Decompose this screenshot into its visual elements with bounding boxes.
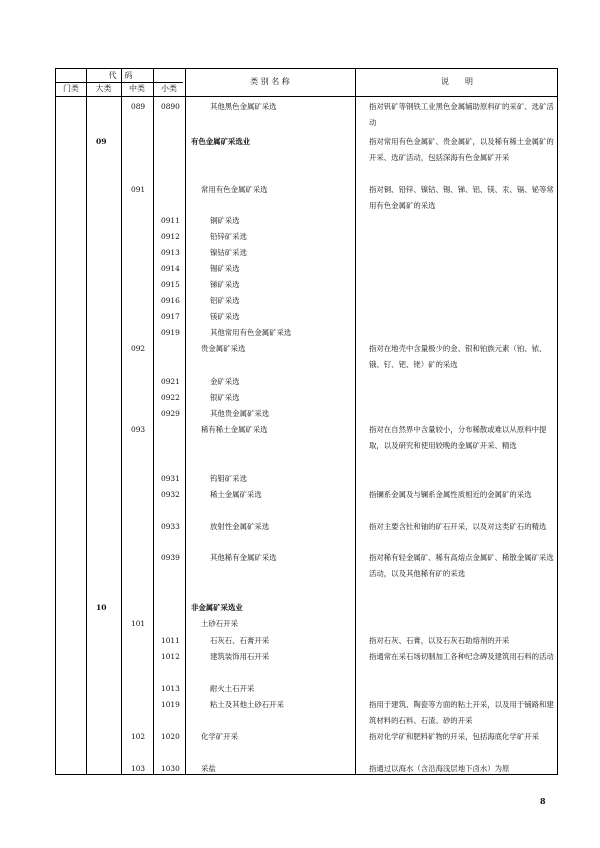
category-name: 有色金属矿采选业 bbox=[191, 137, 251, 146]
category-description: 指对化学矿和肥料矿物的开采，包括海底化学矿开采 bbox=[369, 732, 539, 741]
header-code-group: 代 码 bbox=[108, 71, 133, 80]
code-xiaolei: 0914 bbox=[161, 264, 180, 273]
header-bottom-line bbox=[56, 96, 557, 97]
category-name: 稀有稀土金属矿采选 bbox=[201, 425, 268, 434]
code-zhonglei: 102 bbox=[131, 732, 146, 741]
category-name: 粘土及其他土砂石开采 bbox=[210, 700, 284, 709]
code-xiaolei: 0916 bbox=[161, 296, 180, 305]
category-name: 建筑装饰用石开采 bbox=[210, 652, 270, 661]
category-name: 其他稀有金属矿采选 bbox=[210, 553, 277, 562]
code-xiaolei: 0932 bbox=[161, 490, 180, 499]
category-name: 铅锌矿采选 bbox=[210, 232, 247, 241]
header-menlei: 门类 bbox=[63, 84, 79, 93]
header-dalei: 大类 bbox=[95, 84, 112, 93]
code-xiaolei: 0890 bbox=[161, 102, 180, 111]
code-xiaolei: 0933 bbox=[161, 522, 180, 531]
code-xiaolei: 0917 bbox=[161, 312, 180, 321]
col-divider bbox=[185, 69, 186, 774]
code-xiaolei: 0929 bbox=[161, 409, 180, 418]
category-name: 化学矿开采 bbox=[201, 732, 238, 741]
category-description: 指通常在采石场切制加工各种纪念碑及建筑用石料的活动 bbox=[369, 652, 554, 661]
category-name: 其他常用有色金属矿采选 bbox=[210, 328, 292, 337]
category-description: 指对主要含钍和铀的矿石开采，以及对这类矿石的精选 bbox=[369, 522, 547, 531]
category-name: 贵金属矿采选 bbox=[201, 344, 246, 353]
page-number: 8 bbox=[540, 796, 546, 806]
header-xiaolei: 小类 bbox=[161, 84, 177, 93]
code-xiaolei: 0913 bbox=[161, 248, 180, 257]
code-xiaolei: 0912 bbox=[161, 232, 180, 241]
category-description: 指用于建筑、陶瓷等方面的粘土开采，以及用于铺路和建筑材料的石料、石渣、砂的开采 bbox=[369, 700, 554, 725]
category-description: 指对钒矿等钢铁工业黑色金属辅助原料矿的采矿、选矿活动 bbox=[369, 102, 554, 127]
category-name: 金矿采选 bbox=[210, 377, 240, 386]
col-divider bbox=[121, 69, 122, 774]
category-description: 指通过以海水（含沿海浅层地下卤水）为原 bbox=[369, 764, 510, 773]
header-category-name: 类 别 名 称 bbox=[250, 77, 290, 86]
code-zhonglei: 092 bbox=[131, 344, 146, 353]
col-divider bbox=[86, 69, 87, 774]
code-xiaolei: 0911 bbox=[161, 216, 180, 225]
category-description: 指对石灰、石膏，以及石灰石助熔剂的开采 bbox=[369, 636, 510, 645]
category-name: 非金属矿采选业 bbox=[191, 603, 243, 612]
category-name: 稀土金属矿采选 bbox=[210, 490, 262, 499]
header-description: 说 明 bbox=[441, 77, 473, 86]
code-xiaolei: 0922 bbox=[161, 393, 180, 402]
header-zhonglei: 中类 bbox=[129, 84, 145, 93]
code-xiaolei: 0939 bbox=[161, 553, 180, 562]
category-description: 指镧系金属及与镧系金属性质相近的金属矿的采选 bbox=[369, 490, 532, 499]
category-name: 铜矿采选 bbox=[210, 216, 240, 225]
code-zhonglei: 089 bbox=[131, 102, 146, 111]
category-name: 放射性金属矿采选 bbox=[210, 522, 270, 531]
category-description: 指对在地壳中含量极少的金、银和铂族元素（铂、铱、锇、钌、钯、铑）矿的采选 bbox=[369, 344, 547, 369]
category-description: 指对稀有轻金属矿、稀有高熔点金属矿、稀散金属矿采选活动，以及其他稀有矿的采选 bbox=[369, 553, 554, 578]
category-name: 土砂石开采 bbox=[201, 619, 238, 628]
category-description: 指对铜、铅锌、镍钴、锡、锑、铝、镁、汞、镉、铋等常用有色金属矿的采选 bbox=[369, 185, 554, 210]
classification-table bbox=[55, 68, 558, 775]
code-xiaolei: 1020 bbox=[161, 732, 180, 741]
category-description: 指对常用有色金属矿、贵金属矿，以及稀有稀土金属矿的开采、选矿活动，包括深海有色金属矿开采 bbox=[369, 137, 554, 162]
col-divider bbox=[355, 69, 356, 774]
code-zhonglei: 091 bbox=[131, 185, 146, 194]
category-description: 指对在自然界中含量较小，分布稀散或难以从原料中提取，以及研究和使用较晚的金属矿开采、精选 bbox=[369, 425, 547, 450]
code-xiaolei: 1012 bbox=[161, 652, 180, 661]
category-name: 钨钼矿采选 bbox=[210, 474, 247, 483]
header-divider bbox=[56, 82, 183, 83]
category-name: 常用有色金属矿采选 bbox=[201, 185, 268, 194]
code-xiaolei: 1013 bbox=[161, 684, 180, 693]
code-xiaolei: 1019 bbox=[161, 700, 180, 709]
code-zhonglei: 103 bbox=[131, 764, 146, 773]
code-zhonglei: 093 bbox=[131, 425, 146, 434]
category-name: 耐火土石开采 bbox=[210, 684, 255, 693]
code-xiaolei: 0919 bbox=[161, 328, 180, 337]
category-name: 其他贵金属矿采选 bbox=[210, 409, 270, 418]
code-xiaolei: 0921 bbox=[161, 377, 180, 386]
category-name: 银矿采选 bbox=[210, 393, 240, 402]
category-name: 采盐 bbox=[201, 764, 216, 773]
code-xiaolei: 1011 bbox=[161, 636, 180, 645]
category-name: 镁矿采选 bbox=[210, 312, 240, 321]
category-name: 铝矿采选 bbox=[210, 296, 240, 305]
category-name: 其他黑色金属矿采选 bbox=[210, 102, 277, 111]
category-name: 锑矿采选 bbox=[210, 280, 240, 289]
category-name: 锡矿采选 bbox=[210, 264, 240, 273]
code-zhonglei: 101 bbox=[131, 619, 146, 628]
category-name: 石灰石、石膏开采 bbox=[210, 636, 270, 645]
code-dalei: 09 bbox=[96, 137, 107, 146]
col-divider bbox=[153, 69, 154, 774]
code-xiaolei: 0931 bbox=[161, 474, 180, 483]
category-name: 镍钴矿采选 bbox=[210, 248, 247, 257]
code-dalei: 10 bbox=[96, 603, 107, 612]
code-xiaolei: 1030 bbox=[161, 764, 180, 773]
code-xiaolei: 0915 bbox=[161, 280, 180, 289]
